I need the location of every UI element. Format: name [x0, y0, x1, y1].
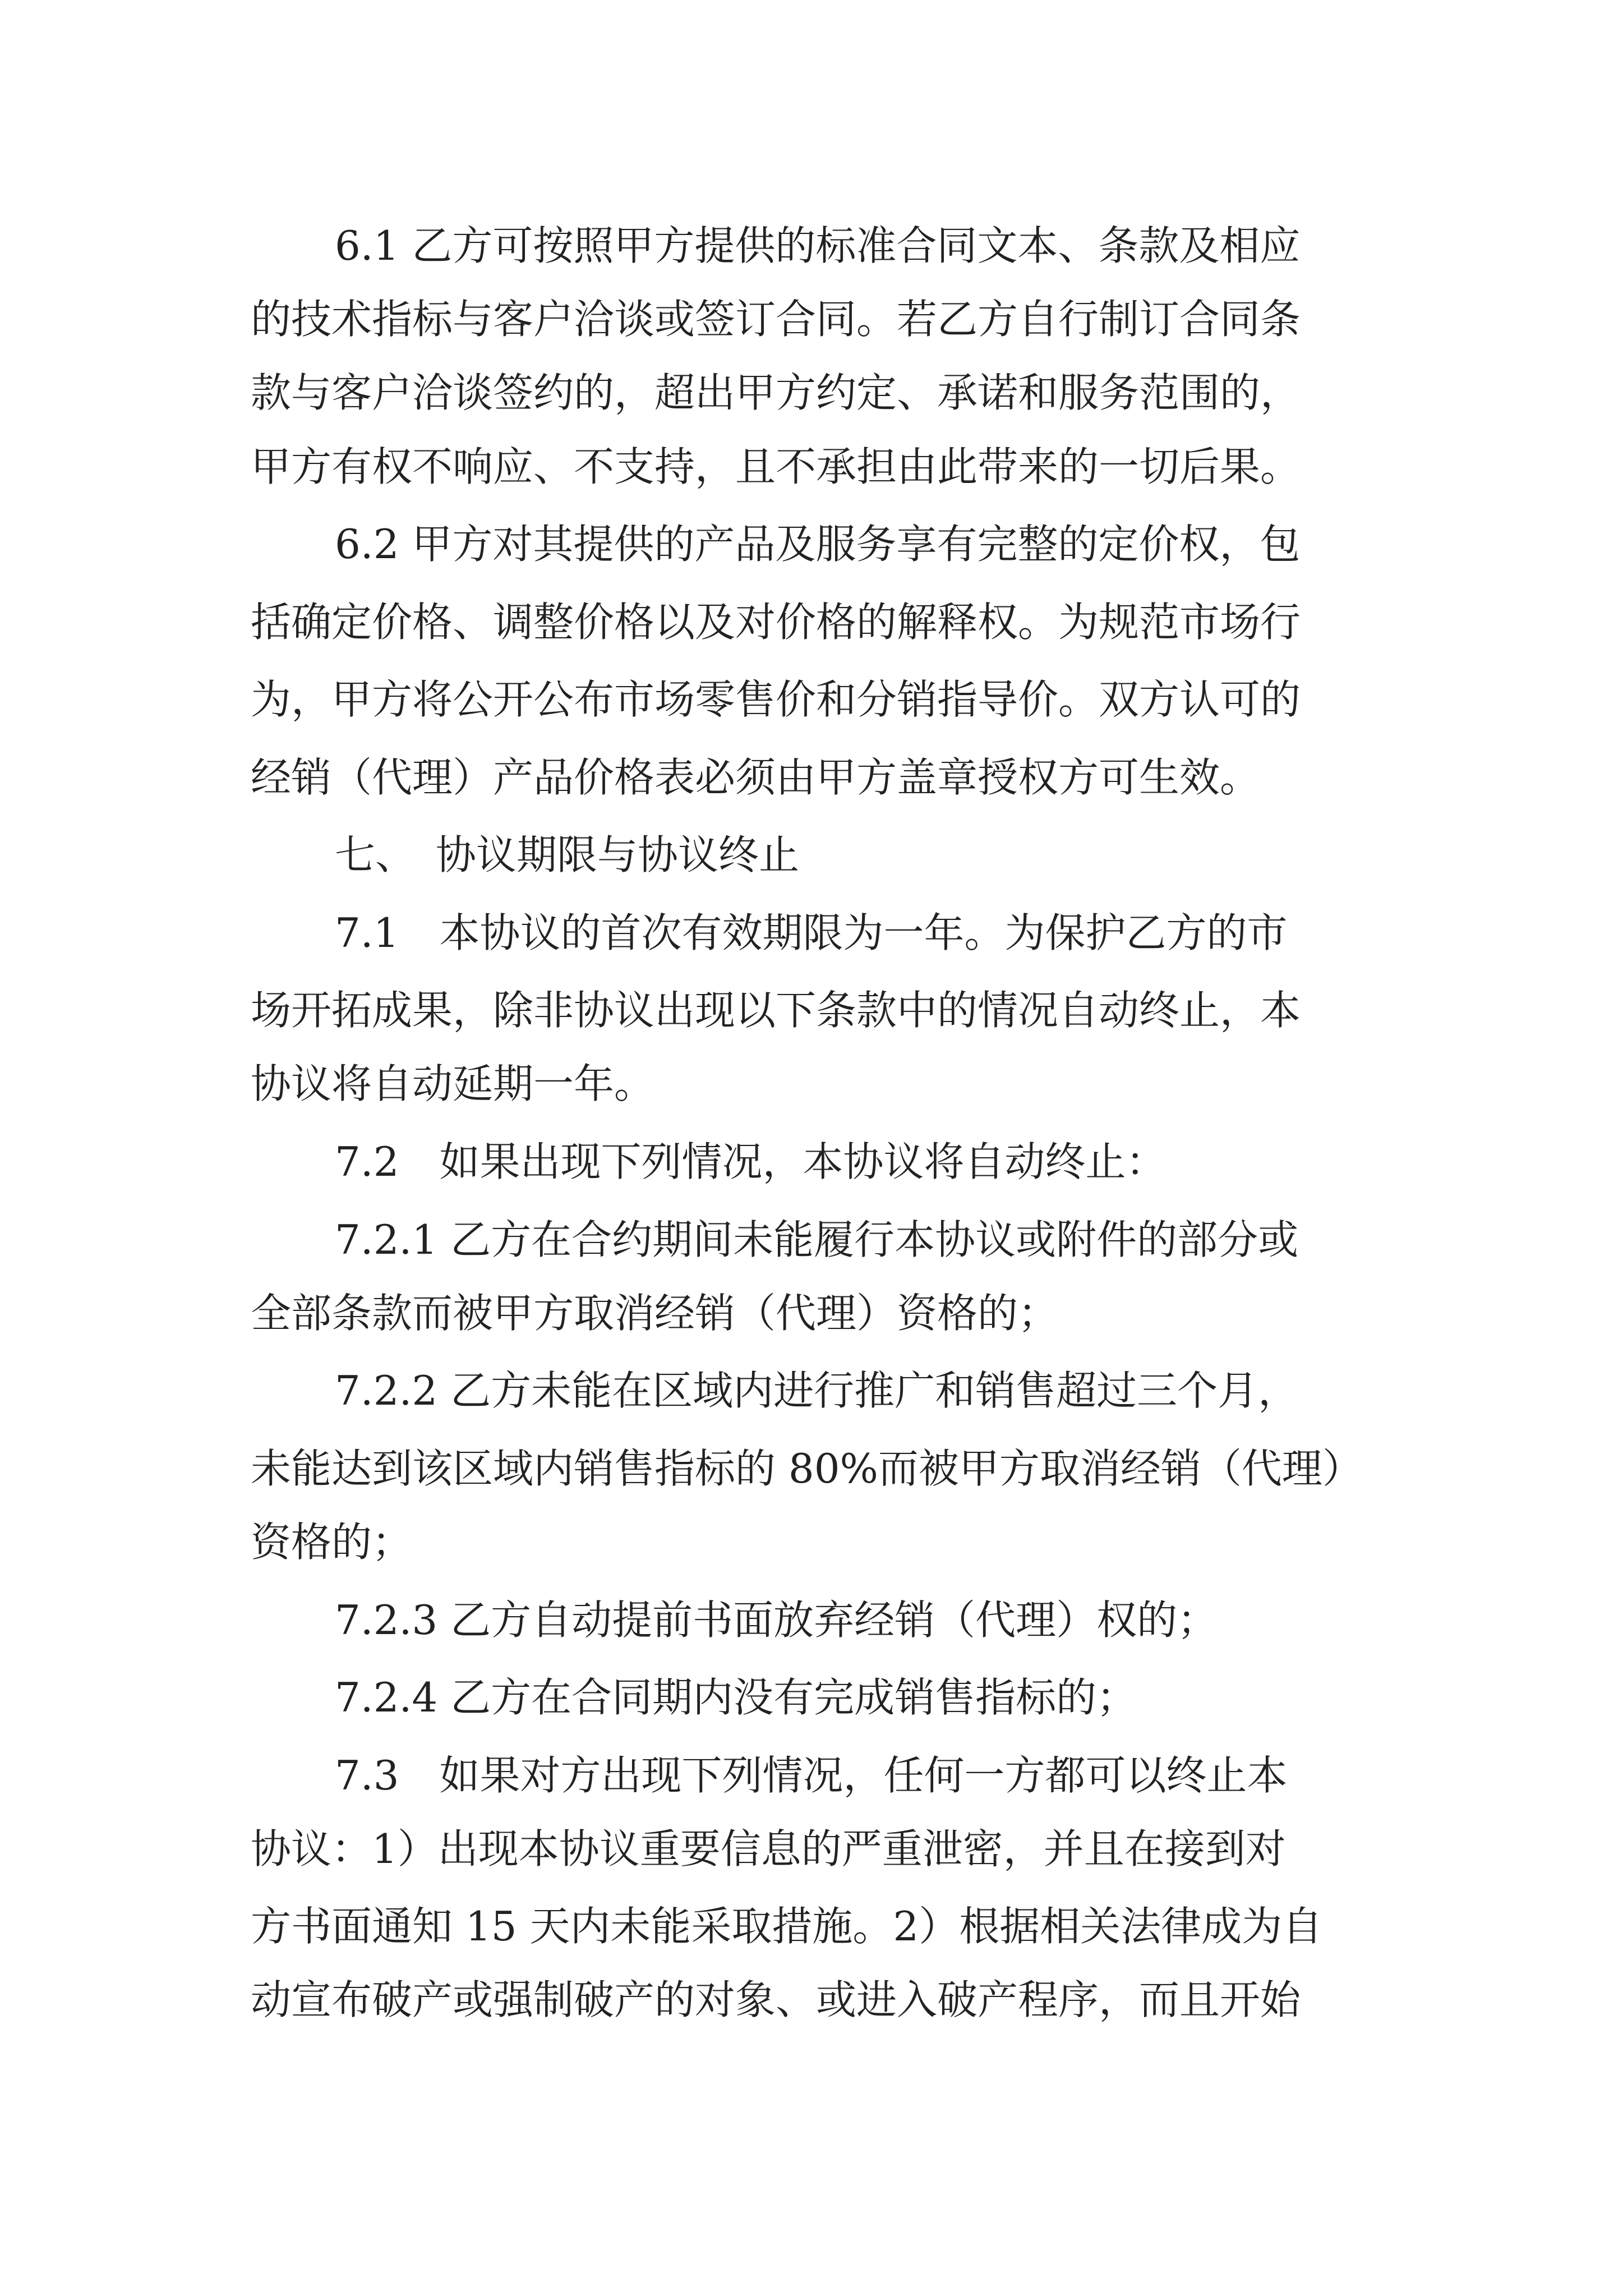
text-line: 方书面通知 15 天内未能采取措施。2）根据相关法律成为自 — [251, 1903, 1323, 1950]
text-line: 为，甲方将公开公布市场零售价和分销指导价。双方认可的 — [251, 676, 1301, 723]
text-line: 的技术指标与客户洽谈或签订合同。若乙方自行制订合同条 — [251, 296, 1301, 343]
text-line: 7.3 如果对方出现下列情况，任何一方都可以终止本 — [335, 1752, 1288, 1799]
text-line: 7.2.1 乙方在合约期间未能履行本协议或附件的部分或 — [335, 1216, 1299, 1263]
text-line: 括确定价格、调整价格以及对价格的解释权。为规范市场行 — [251, 599, 1301, 646]
text-line: 未能达到该区域内销售指标的 80%而被甲方取消经销（代理） — [251, 1445, 1363, 1492]
text-line: 7.2.4 乙方在合同期内没有完成销售指标的； — [335, 1674, 1137, 1721]
text-line: 7.2.3 乙方自动提前书面放弃经销（代理）权的； — [335, 1596, 1218, 1644]
text-line: 经销（代理）产品价格表必须由甲方盖章授权方可生效。 — [251, 754, 1261, 801]
text-line: 7.1 本协议的首次有效期限为一年。为保护乙方的市 — [335, 909, 1288, 956]
text-line: 资格的； — [251, 1519, 413, 1566]
text-line: 7.2.2 乙方未能在区域内进行推广和销售超过三个月， — [335, 1367, 1299, 1414]
section-heading: 七、 协议期限与协议终止 — [335, 831, 800, 878]
text-line: 甲方有权不响应、不支持，且不承担由此带来的一切后果。 — [251, 443, 1301, 490]
text-line: 6.2 甲方对其提供的产品及服务享有完整的定价权，包 — [335, 521, 1301, 568]
text-line: 动宣布破产或强制破产的对象、或进入破产程序，而且开始 — [251, 1976, 1301, 2023]
text-line: 协议：1）出现本协议重要信息的严重泄密，并且在接到对 — [251, 1825, 1286, 1872]
text-line: 6.1 乙方可按照甲方提供的标准合同文本、条款及相应 — [335, 222, 1301, 269]
text-line: 7.2 如果出现下列情况，本协议将自动终止： — [335, 1138, 1166, 1185]
text-line: 场开拓成果，除非协议出现以下条款中的情况自动终止，本 — [251, 987, 1301, 1034]
text-line: 协议将自动延期一年。 — [251, 1060, 655, 1107]
text-line: 款与客户洽谈签约的，超出甲方约定、承诺和服务范围的， — [251, 369, 1301, 416]
text-line: 全部条款而被甲方取消经销（代理）资格的； — [251, 1290, 1059, 1337]
